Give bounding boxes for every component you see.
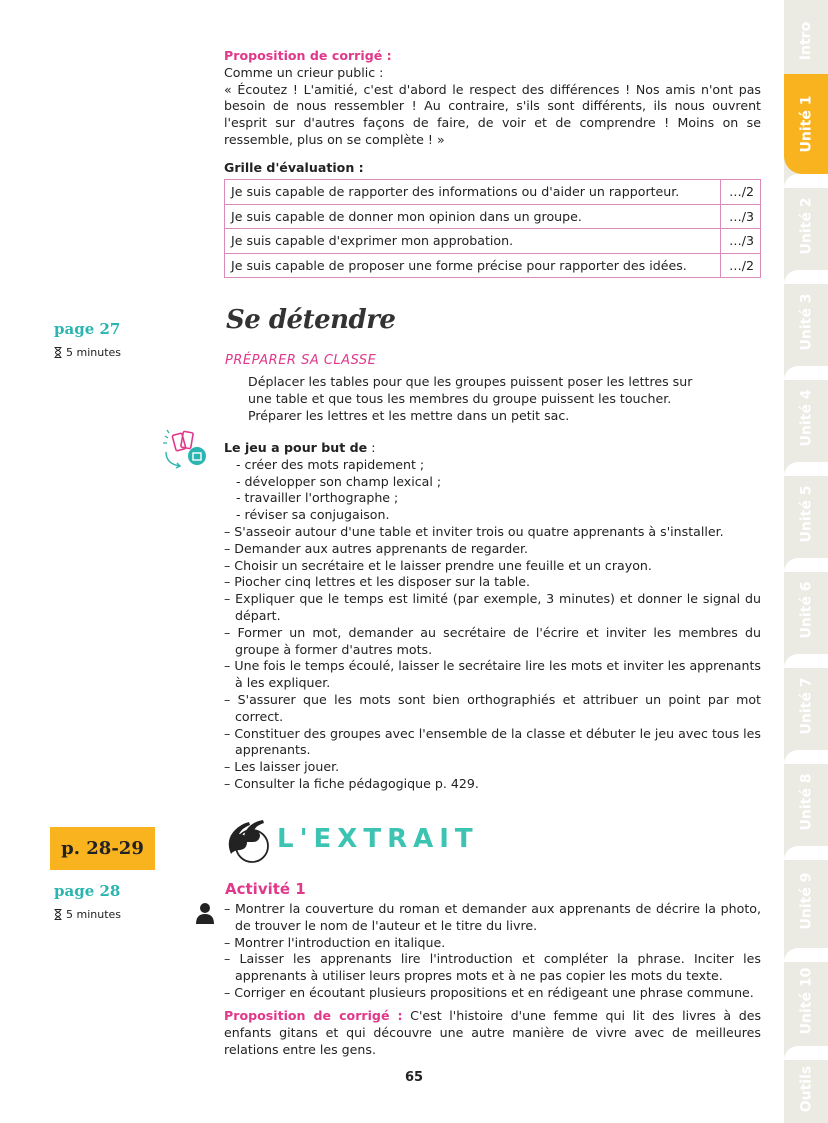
page-reference-28: page 28 (54, 882, 121, 900)
tab-unite-10[interactable] (784, 956, 828, 1046)
tab-unite-9[interactable] (784, 854, 828, 948)
goal-colon: : (367, 440, 376, 455)
corrige-block-bottom (224, 1008, 761, 1058)
section-title-extrait: L'EXTRAIT (277, 824, 479, 854)
tab-label: Outils (798, 1065, 814, 1112)
criterion-cell: Je suis capable de donner mon opinion dans un groupe. (225, 204, 721, 229)
tab-label: Unité 6 (798, 581, 814, 639)
table-row (225, 180, 761, 205)
corrige-label: Proposition de corrigé : (224, 48, 392, 63)
evaluation-grid (224, 179, 761, 278)
score-cell: …/3 (721, 204, 761, 229)
prep-line: Préparer les lettres et les mettre dans un petit sac. (248, 407, 570, 423)
tab-label: Intro (797, 21, 814, 61)
tab-label: Unité 4 (798, 389, 814, 447)
table-row (225, 204, 761, 229)
person-icon (196, 902, 214, 924)
duration-text: 5 minutes (66, 346, 122, 359)
activity-steps (224, 901, 761, 1002)
step-item: – Expliquer que le temps est limité (par exemple, 3 minutes) et donner le signal du départ. (224, 591, 761, 623)
tab-label: Unité 7 (798, 677, 814, 735)
table-row (225, 253, 761, 278)
tab-unite-1[interactable] (784, 74, 828, 174)
tab-outils[interactable] (784, 1054, 828, 1123)
tab-unite-2[interactable] (784, 182, 828, 270)
table-row (225, 229, 761, 254)
tab-unite-7[interactable] (784, 662, 828, 750)
tab-label: Unité 3 (798, 293, 814, 351)
hourglass-icon (54, 909, 62, 920)
prep-line: une table et que tous les membres du groupe puissent les toucher. (248, 390, 672, 406)
tab-unite-3[interactable] (784, 278, 828, 366)
step-item: – Choisir un secrétaire et le laisser prendre une feuille et un crayon. (224, 557, 652, 573)
tab-unite-8[interactable] (784, 758, 828, 846)
step-item: – S'asseoir autour d'une table et inviter trois ou quatre apprenants à s'installer. (224, 523, 724, 539)
tab-label: Unité 8 (798, 773, 814, 831)
duration-text: 5 minutes (66, 908, 122, 921)
tab-intro[interactable] (784, 0, 828, 82)
corrige-intro: Comme un crieur public : (224, 64, 384, 80)
unit-tabs (784, 0, 828, 1123)
prep-title: PRÉPARER SA CLASSE (225, 353, 377, 368)
step-item: – Corriger en écoutant plusieurs propositions et en rédigeant une phrase commune. (224, 984, 754, 1000)
step-item: – Former un mot, demander au secrétaire de l'écrire et inviter les membres du groupe à former d'autres mots. (224, 624, 761, 657)
activity-title: Activité 1 (225, 880, 306, 898)
duration-27 (54, 346, 121, 359)
step-item: – Laisser les apprenants lire l'introduction et compléter la phrase. Inciter les apprenants à utiliser leurs propres mots et à ne pas copier les mots du texte. (224, 951, 761, 984)
tab-unite-6[interactable] (784, 566, 828, 654)
tab-label: Unité 1 (798, 95, 814, 153)
goal-heading (224, 440, 761, 457)
section-title-detendre: Se détendre (226, 305, 396, 335)
hourglass-icon (54, 347, 62, 358)
goal-label: Le jeu a pour but de (224, 440, 368, 455)
tab-label: Unité 5 (798, 485, 814, 543)
game-cards-icon (162, 428, 210, 472)
step-item: – S'assurer que les mots sont bien orthographiés et attribuer un point par mot correct. (224, 691, 761, 724)
corrige-text: C'est l'histoire d'une femme qui lit des livres à des enfants gitans et qui découvre une autre manière de vivre avec de meilleures relations entre les gens. (224, 1008, 762, 1057)
pages-badge: p. 28-29 (50, 827, 155, 870)
corrige-label: Proposition de corrigé : (224, 1008, 403, 1023)
score-cell: …/3 (721, 229, 761, 254)
extrait-header (225, 814, 479, 864)
criterion-cell: Je suis capable de proposer une forme précise pour rapporter des idées. (225, 253, 721, 278)
step-item: – Les laisser jouer. (224, 759, 340, 775)
score-cell: …/2 (721, 180, 761, 205)
criterion-cell: Je suis capable d'exprimer mon approbation. (225, 229, 721, 254)
step-item: – Consulter la fiche pédagogique p. 429. (224, 775, 479, 791)
quote-icon (225, 814, 271, 864)
step-item: – Montrer l'introduction en italique. (224, 934, 446, 950)
goal-item: - développer son champ lexical ; (236, 473, 442, 489)
step-item: – Piocher cinq lettres et les disposer sur la table. (224, 574, 530, 590)
corrige-block-top (224, 48, 761, 149)
tab-label: Unité 2 (798, 197, 814, 255)
prep-text (248, 374, 708, 424)
grille-title: Grille d'évaluation : (224, 160, 364, 175)
page-number: 65 (404, 1070, 424, 1085)
score-cell: …/2 (721, 253, 761, 278)
game-description (224, 440, 761, 793)
duration-28 (54, 908, 121, 921)
step-item: – Une fois le temps écoulé, laisser le secrétaire lire les mots et inviter les apprenants à les expliquer. (224, 658, 761, 691)
step-item: – Constituer des groupes avec l'ensemble de la classe et débuter le jeu avec tous les apprenants. (224, 725, 761, 758)
page-reference-27: page 27 (54, 320, 121, 338)
criterion-cell: Je suis capable de rapporter des informations ou d'aider un rapporteur. (225, 180, 721, 205)
goal-item: - travailler l'orthographe ; (236, 490, 399, 506)
tab-label: Unité 9 (798, 872, 814, 930)
tab-unite-5[interactable] (784, 470, 828, 558)
goal-item: - réviser sa conjugaison. (236, 507, 390, 523)
prep-line: Déplacer les tables pour que les groupes puissent poser les lettres sur (248, 374, 693, 389)
tab-unite-4[interactable] (784, 374, 828, 462)
step-item: – Montrer la couverture du roman et demander aux apprenants de décrire la photo, de trouver le nom de l'auteur et le titre du livre. (224, 901, 761, 933)
tab-label: Unité 10 (798, 967, 814, 1035)
step-item: – Demander aux autres apprenants de regarder. (224, 540, 529, 556)
goal-item: - créer des mots rapidement ; (236, 456, 425, 472)
corrige-text: « Écoutez ! L'amitié, c'est d'abord le respect des différences ! Nos amis n'ont pas besoin de nous ressembler ! Au contraire, s'ils sont différents, ils nous ouvrent l'esprit sur d'autres façons de faire, de voir et de comprendre ! Moins on se ressemble, plus on se complète ! » (224, 81, 761, 147)
